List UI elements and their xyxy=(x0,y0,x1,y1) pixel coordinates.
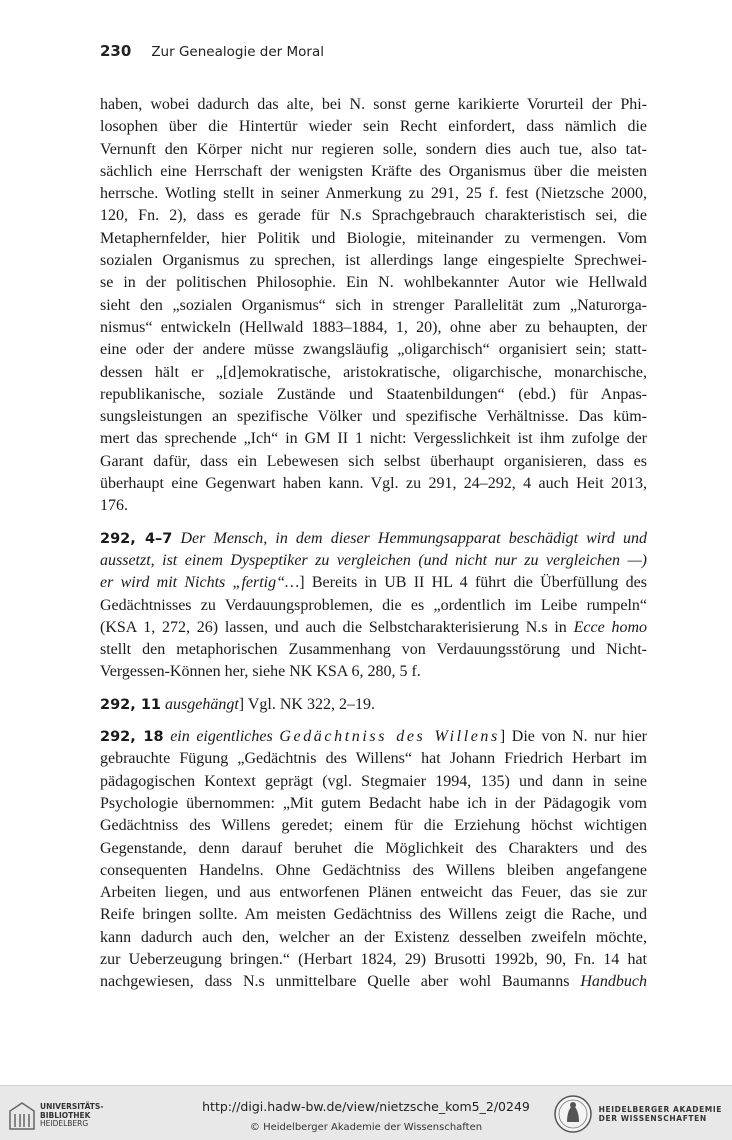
line-reference: 292, 18 xyxy=(100,729,164,746)
text-line: losophen über die Hintertür wieder sein Recht einfordert, dass nämlich die xyxy=(100,118,647,136)
commentary-text: ] Vgl. NK 322, 2–19. xyxy=(238,695,375,713)
text-line: haben, wobei dadurch das alte, bei N. sonst gerne karikierte Vorurteil der Phi- xyxy=(100,96,647,113)
line-reference: 292, 4–7 xyxy=(100,530,173,547)
commentary-text: stellt den metaphorischen Zusammenhang von Verdauungsstörung und Nicht- xyxy=(100,641,647,659)
text-line: dessen hält er „[d]emokratische, aristokratische, oligarchische, monarchische, xyxy=(100,363,647,381)
commentary-text: nachgewiesen, dass N.s unmittelbare Quelle aber wohl Baumanns xyxy=(100,973,570,991)
text-line: Gedächtniss des Willens geredet; einem für die Erziehung höchst wichtigen xyxy=(100,817,647,835)
copyright-notice: © Heidelberger Akademie der Wissenschaften xyxy=(249,1122,483,1133)
text-line: Reife bringen sollte. Am meisten Gedächtniss des Willens zeigt die Rache, und xyxy=(100,906,647,924)
hadw-wordmark: HEIDELBERGER AKADEMIE DER WISSENSCHAFTEN xyxy=(598,1105,722,1123)
source-url[interactable]: http://digi.hadw-bw.de/view/nietzsche_kom5_2/0249 xyxy=(202,1099,530,1114)
text-line: Garant dafür, dass ein Lebewesen sich selbst überhaupt organisieren, dass es xyxy=(100,452,647,470)
text-line: republikanische, soziale Zustände und Staatenbildungen“ (ebd.) für Anpas- xyxy=(100,385,647,403)
lemma-text: Der Mensch, in dem dieser Hemmungsapparat beschädigt wird und xyxy=(180,529,648,547)
text-line: eine oder der andere müsse zwangsläufig „oligarchisch“ organisiert sein; statt- xyxy=(100,341,647,359)
text-line: Gegenstande, denn darauf beruhet die Möglichkeit des Charakters und des xyxy=(100,839,647,857)
work-title: Ecce homo xyxy=(573,618,648,636)
text-line: sächlich eine Herrschaft der wenigsten Kräfte des Organismus über die meisten xyxy=(100,162,647,180)
text-line: Vernunft den Körper nicht nur regieren solle, sondern dies auch tue, also tat- xyxy=(100,140,647,158)
text-line: überhaupt eine Gegenwart haben kann. Vgl. zu 291, 24–292, 4 auch Heit 2013, xyxy=(100,475,647,493)
text-line: 176. xyxy=(100,497,128,515)
text-line: mert das sprechende „Ich“ in GM II 1 nicht: Vergesslichkeit ist ihm zufolge der xyxy=(100,430,647,448)
lemma-text: aussetzt, ist einem Dyspeptiker zu vergleichen (und nicht nur zu vergleichen —) xyxy=(100,551,647,569)
commentary-text: Vergessen-Können her, siehe NK KSA 6, 280, 5 f. xyxy=(100,663,421,681)
hadw-logo xyxy=(553,1094,722,1134)
text-line: nismus“ entwickeln (Hellwald 1883–1884, 1, 20), ohne aber zu behaupten, der xyxy=(100,318,647,336)
text-line: se in der politischen Philosophie. Ein N. wohlbekannter Autor wie Hellwald xyxy=(100,274,647,292)
lemma-text: er wird mit Nichts „fertig“… xyxy=(100,574,300,592)
text-line: Arbeiten liegen, und aus entworfenen Plänen entweicht das Feuer, das sie zur xyxy=(100,884,647,902)
page-number: 230 xyxy=(100,42,132,60)
text-line: Metaphernfelder, hier Politik und Biologie, miteinander zu vermengen. Vom xyxy=(100,229,647,247)
text-line: gebrauchte Fügung „Gedächtnis des Willens“ hat Johann Friedrich Herbart im xyxy=(100,750,647,768)
commentary-entry-292-18 xyxy=(100,726,647,994)
lemma-text: ein eigentliches xyxy=(170,728,273,746)
commentary-entry-292-4-7 xyxy=(100,528,647,684)
text-line: zur Ueberzeugung bringen.“ (Herbart 1824, 29) Brusotti 1992b, 90, Fn. 14 hat xyxy=(100,950,647,968)
academy-seal-icon xyxy=(553,1094,593,1134)
commentary-text: (KSA 1, 272, 26) lassen, und auch die Selbstcharakterisierung N.s in xyxy=(100,618,567,636)
lemma-text: ausgehängt xyxy=(165,695,239,713)
text-line: Psychologie übernommen: „Mit gutem Bedacht habe ich in der Pädagogik vom xyxy=(100,794,647,812)
ub-heidelberg-wordmark: UNIVERSITÄTS- BIBLIOTHEK HEIDELBERG xyxy=(40,1102,104,1129)
text-line: sieht den „sozialen Organismus“ sich in strenger Parallelität zum „Naturorga- xyxy=(100,296,647,314)
text-line: sungsleistungen an spezifische Völker und spezifische Verhältnisse. Das küm- xyxy=(100,408,647,426)
running-head xyxy=(100,42,652,60)
main-text xyxy=(100,94,647,1004)
text-line: pädagogischen Kontext geprägt (vgl. Stegmaier 1994, 135) und dann in seine xyxy=(100,772,647,790)
commentary-entry-292-11 xyxy=(100,694,647,716)
running-title: Zur Genealogie der Moral xyxy=(151,44,324,60)
commentary-paragraph-continued xyxy=(100,94,647,518)
digitization-footer xyxy=(0,1085,732,1140)
commentary-text: ] Bereits in UB II HL 4 führt die Überfüllung des xyxy=(299,574,647,592)
text-line: consequenten Handelns. Ohne Gedächtniss des Willens bleiben angefangene xyxy=(100,861,647,879)
text-line: sozialen Organismus zu sprechen, ist allerdings lange eingespielte Sprechwei- xyxy=(100,252,647,270)
lemma-spaced-text: Gedächtniss des Willens xyxy=(279,728,500,746)
text-line: herrsche. Wotling stellt in seiner Anmerkung zu 291, 25 f. fest (Nietzsche 2000, xyxy=(100,185,647,203)
line-reference: 292, 11 xyxy=(100,696,162,713)
commentary-text: Gedächtnisses zu Verdauungsproblemen, die es „ordentlich im Leibe rumpeln“ xyxy=(100,596,647,614)
text-line: 120, Fn. 2), dass es gerade für N.s Sprachgebrauch charakteristisch sei, die xyxy=(100,207,647,225)
commentary-text: ] Die von N. nur hier xyxy=(499,728,648,746)
work-title: Handbuch xyxy=(580,973,648,991)
text-line: kann dadurch auch den, welcher an der Existenz desselben zweifeln möchte, xyxy=(100,928,647,946)
